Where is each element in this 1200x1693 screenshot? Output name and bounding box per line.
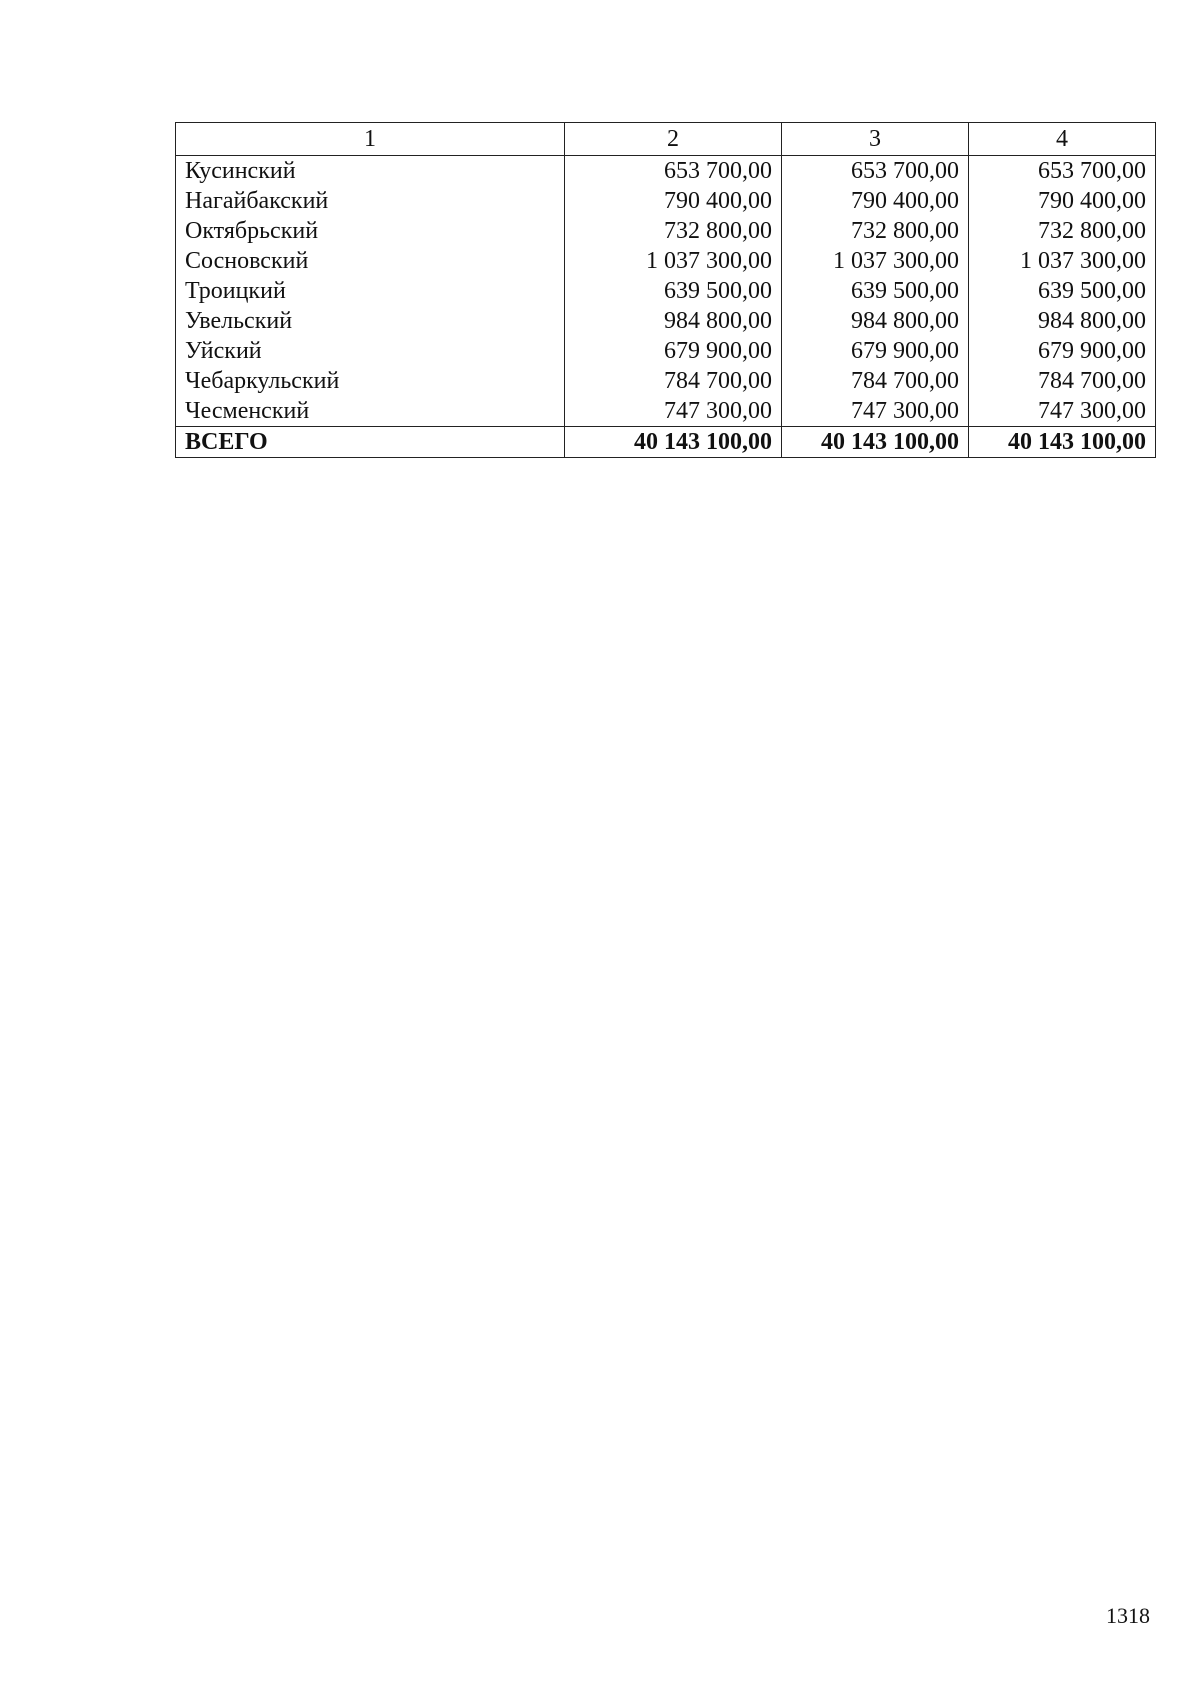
column-header-1: 1: [176, 123, 565, 156]
district-name: Сосновский: [176, 246, 565, 276]
district-name: Чесменский: [176, 396, 565, 427]
table-row: [176, 336, 1156, 366]
value-col-4: 679 900,00: [969, 336, 1156, 366]
value-col-2: 747 300,00: [565, 396, 782, 427]
district-name: Уйский: [176, 336, 565, 366]
value-col-3: 653 700,00: [782, 156, 969, 187]
table-row: [176, 276, 1156, 306]
value-col-3: 790 400,00: [782, 186, 969, 216]
value-col-2: 1 037 300,00: [565, 246, 782, 276]
value-col-3: 1 037 300,00: [782, 246, 969, 276]
total-col-2: 40 143 100,00: [565, 427, 782, 458]
value-col-4: 790 400,00: [969, 186, 1156, 216]
value-col-2: 784 700,00: [565, 366, 782, 396]
value-col-2: 732 800,00: [565, 216, 782, 246]
value-col-4: 639 500,00: [969, 276, 1156, 306]
value-col-3: 784 700,00: [782, 366, 969, 396]
value-col-2: 653 700,00: [565, 156, 782, 187]
value-col-2: 639 500,00: [565, 276, 782, 306]
table-row: [176, 396, 1156, 427]
value-col-4: 784 700,00: [969, 366, 1156, 396]
table-total-row: [176, 427, 1156, 458]
value-col-3: 747 300,00: [782, 396, 969, 427]
value-col-3: 679 900,00: [782, 336, 969, 366]
table-row: [176, 306, 1156, 336]
budget-table: [175, 122, 1156, 458]
value-col-3: 732 800,00: [782, 216, 969, 246]
district-name: Чебаркульский: [176, 366, 565, 396]
value-col-2: 790 400,00: [565, 186, 782, 216]
column-header-2: 2: [565, 123, 782, 156]
district-name: Кусинский: [176, 156, 565, 187]
column-header-4: 4: [969, 123, 1156, 156]
table-header-row: [176, 123, 1156, 156]
value-col-2: 679 900,00: [565, 336, 782, 366]
page-number: 1318: [1106, 1603, 1150, 1628]
table-row: [176, 186, 1156, 216]
total-label: ВСЕГО: [176, 427, 565, 458]
district-name: Троицкий: [176, 276, 565, 306]
total-col-4: 40 143 100,00: [969, 427, 1156, 458]
value-col-2: 984 800,00: [565, 306, 782, 336]
table-row: [176, 216, 1156, 246]
total-col-3: 40 143 100,00: [782, 427, 969, 458]
district-name: Октябрьский: [176, 216, 565, 246]
value-col-4: 984 800,00: [969, 306, 1156, 336]
value-col-3: 984 800,00: [782, 306, 969, 336]
value-col-4: 732 800,00: [969, 216, 1156, 246]
district-name: Нагайбакский: [176, 186, 565, 216]
table-row: [176, 366, 1156, 396]
value-col-4: 1 037 300,00: [969, 246, 1156, 276]
column-header-3: 3: [782, 123, 969, 156]
table-row: [176, 156, 1156, 187]
district-name: Увельский: [176, 306, 565, 336]
table-row: [176, 246, 1156, 276]
value-col-4: 653 700,00: [969, 156, 1156, 187]
value-col-4: 747 300,00: [969, 396, 1156, 427]
value-col-3: 639 500,00: [782, 276, 969, 306]
